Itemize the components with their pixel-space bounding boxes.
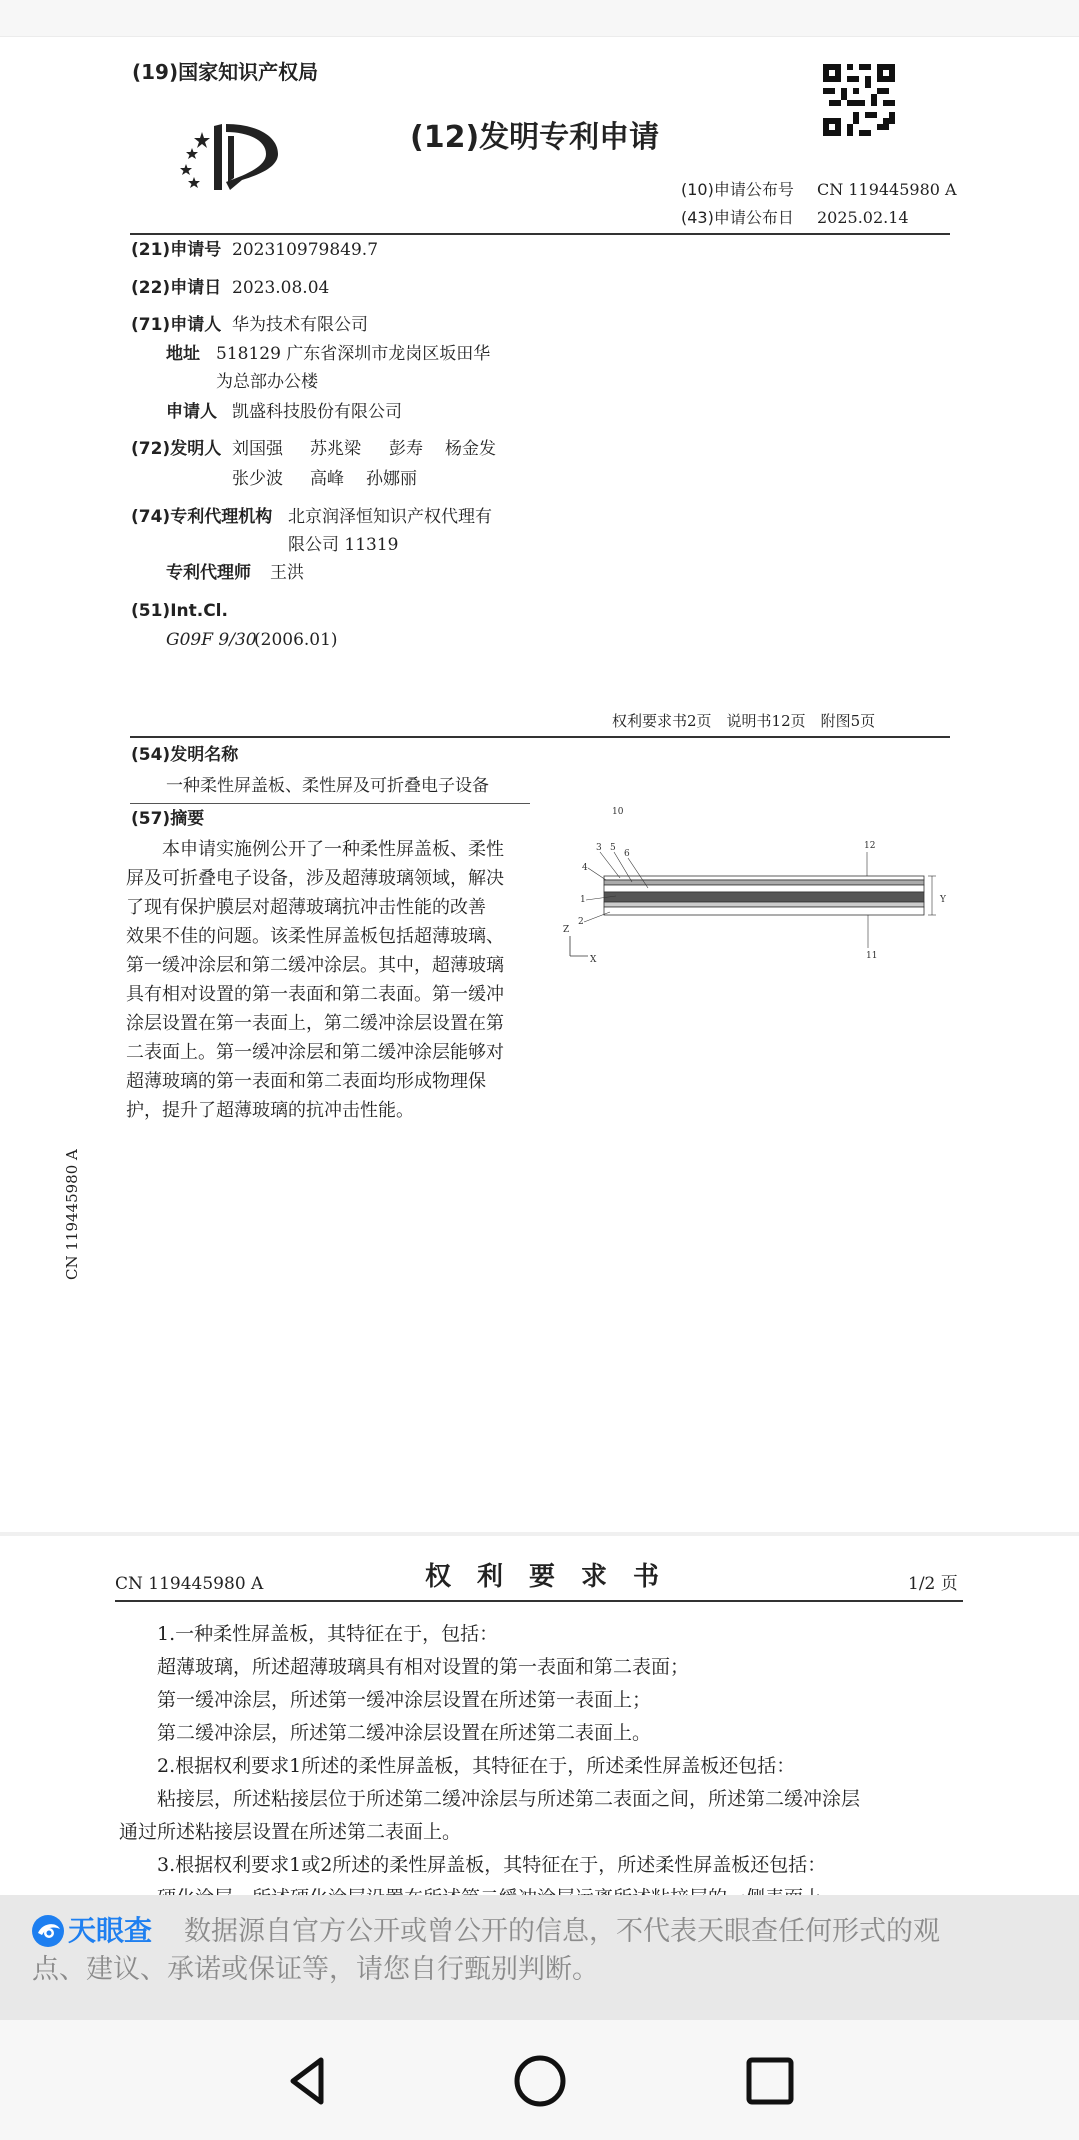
claim-line: 第一缓冲涂层，所述第一缓冲涂层设置在所述第一表面上；	[157, 1689, 652, 1711]
document-type: (12)发明专利申请	[410, 120, 660, 155]
claims-page-number: 1/2 页	[908, 1574, 958, 1594]
fig-axis-label: X	[590, 955, 597, 965]
disclaimer-banner	[0, 1895, 1079, 2020]
abstract-line: 屏及可折叠电子设备，涉及超薄玻璃领域，解决	[126, 868, 504, 889]
applicant-2-label: 申请人	[166, 402, 217, 422]
abstract-line: 了现有保护膜层对超薄玻璃抗冲击性能的改善	[126, 897, 486, 918]
fig-ref-label: 12	[864, 841, 876, 851]
fig-dim-label: Y	[940, 895, 946, 905]
abstract-line: 本申请实施例公开了一种柔性屏盖板、柔性	[162, 839, 504, 860]
fig-ref-label: 4	[582, 863, 588, 873]
agent: 王洪	[270, 563, 304, 583]
back-icon[interactable]	[273, 2046, 343, 2116]
application-date-label: (22)申请日	[131, 278, 222, 298]
cnipa-logo	[178, 122, 288, 194]
abstract-text	[126, 835, 526, 1125]
page-separator	[0, 1532, 1079, 1536]
disclaimer-line-2: 点、建议、承诺或保证等，请您自行甄别判断。	[32, 1954, 599, 1985]
agency-label: (74)专利代理机构	[131, 507, 273, 527]
side-publication-number: CN 119445980 A	[63, 1149, 81, 1280]
tianyancha-logo-icon	[30, 1913, 66, 1949]
home-icon[interactable]	[505, 2046, 575, 2116]
agency-line-2: 限公司 11319	[288, 535, 399, 555]
claim-line: 通过所述粘接层设置在所述第二表面上。	[119, 1821, 462, 1843]
applicant: 华为技术有限公司	[232, 315, 368, 335]
inventor-name: 张少波	[232, 469, 283, 489]
fig-ref-label: 11	[866, 951, 878, 961]
title-label: (54)发明名称	[131, 745, 239, 765]
abstract-line: 护，提升了超薄玻璃的抗冲击性能。	[126, 1100, 414, 1121]
section-rule	[130, 736, 950, 738]
fig-axis-label: Z	[563, 925, 570, 935]
claim-line: 第二缓冲涂层，所述第二缓冲涂层设置在所述第二表面上。	[157, 1722, 652, 1744]
publication-date: 2025.02.14	[817, 208, 909, 227]
claims-heading: 权 利 要 求 书	[425, 1562, 660, 1592]
disclaimer-line-1: 数据源自官方公开或曾公开的信息，不代表天眼查任何形式的观	[184, 1916, 940, 1947]
publication-number: CN 119445980 A	[817, 180, 957, 199]
title-rule	[130, 803, 530, 804]
application-date: 2023.08.04	[232, 278, 330, 298]
claim-line: 3.根据权利要求1或2所述的柔性屏盖板，其特征在于，所述柔性屏盖板还包括：	[157, 1854, 827, 1876]
inventor-name: 孙娜丽	[366, 469, 417, 489]
application-number: 202310979849.7	[232, 240, 379, 260]
header-rule	[130, 233, 950, 235]
abstract-line: 超薄玻璃的第一表面和第二表面均形成物理保	[126, 1071, 486, 1092]
abstract-line: 效果不佳的问题。该柔性屏盖板包括超薄玻璃、	[126, 926, 504, 947]
inventor-name: 刘国强	[232, 439, 283, 459]
ipc-label: (51)Int.Cl.	[131, 601, 228, 621]
abstract-line: 二表面上。第一缓冲涂层和第二缓冲涂层能够对	[126, 1042, 504, 1063]
inventor-name: 高峰	[310, 469, 344, 489]
claims-doc-number: CN 119445980 A	[115, 1574, 264, 1594]
abstract-label: (57)摘要	[131, 809, 205, 829]
inventor-name: 杨金发	[445, 439, 496, 459]
tianyancha-brand: 天眼查	[68, 1914, 153, 1947]
fig-ref-label: 10	[612, 807, 624, 817]
fig-ref-label: 3	[596, 843, 602, 853]
navigation-bar	[0, 2020, 1079, 2140]
address-line-1: 518129 广东省深圳市龙岗区坂田华	[216, 344, 491, 364]
application-number-label: (21)申请号	[131, 240, 222, 260]
office-name: (19)国家知识产权局	[132, 60, 319, 84]
invention-title: 一种柔性屏盖板、柔性屏及可折叠电子设备	[166, 776, 489, 796]
claim-line: 超薄玻璃，所述超薄玻璃具有相对设置的第一表面和第二表面；	[157, 1656, 690, 1678]
abstract-line: 涂层设置在第一表面上，第二缓冲涂层设置在第	[126, 1013, 504, 1034]
fig-ref-label: 1	[580, 895, 586, 905]
claims-header-rule	[115, 1600, 963, 1602]
agent-label: 专利代理师	[166, 563, 251, 583]
status-bar-strip	[0, 0, 1079, 37]
applicant-2: 凯盛科技股份有限公司	[232, 402, 402, 422]
ipc-code: G09F 9/30	[166, 630, 257, 650]
fig-ref-label: 6	[624, 849, 630, 859]
inventor-name: 彭寿	[389, 439, 423, 459]
address-label: 地址	[166, 344, 200, 364]
inventor-name: 苏兆梁	[310, 439, 361, 459]
ipc-version: (2006.01)	[254, 630, 338, 650]
page-counts: 权利要求书2页 说明书12页 附图5页	[612, 712, 876, 730]
abstract-line: 第一缓冲涂层和第二缓冲涂层。其中，超薄玻璃	[126, 955, 504, 976]
address-line-2: 为总部办公楼	[216, 372, 318, 392]
claim-line: 粘接层，所述粘接层位于所述第二缓冲涂层与所述第二表面之间，所述第二缓冲涂层	[157, 1788, 861, 1810]
claim-line: 1.一种柔性屏盖板，其特征在于，包括：	[157, 1623, 499, 1645]
inventor-label: (72)发明人	[131, 439, 222, 459]
abstract-figure	[560, 800, 960, 970]
fig-ref-label: 5	[610, 843, 616, 853]
applicant-label: (71)申请人	[131, 315, 222, 335]
publication-number-label: (10)申请公布号	[681, 180, 794, 199]
abstract-line: 具有相对设置的第一表面和第二表面。第一缓冲	[126, 984, 504, 1005]
qr-code	[823, 64, 895, 136]
publication-date-label: (43)申请公布日	[681, 208, 794, 227]
recents-icon[interactable]	[735, 2046, 805, 2116]
claim-line: 2.根据权利要求1所述的柔性屏盖板，其特征在于，所述柔性屏盖板还包括：	[157, 1755, 796, 1777]
fig-ref-label: 2	[578, 917, 584, 927]
agency-line-1: 北京润泽恒知识产权代理有	[288, 507, 492, 527]
